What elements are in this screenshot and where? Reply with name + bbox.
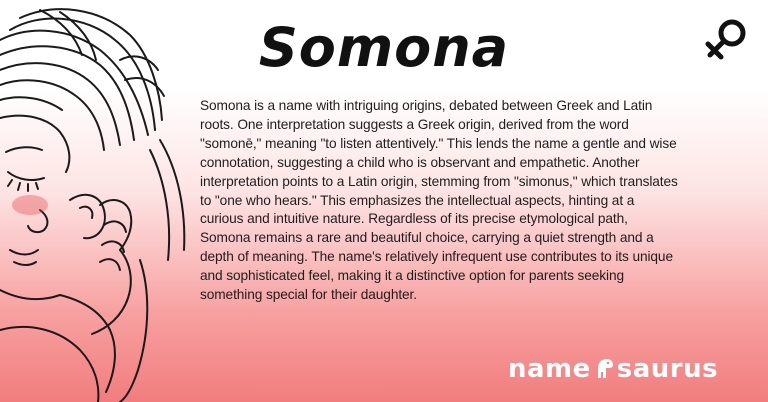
female-symbol-icon xyxy=(704,16,750,62)
logo-prefix: name xyxy=(508,354,591,384)
dinosaur-icon xyxy=(592,356,616,380)
name-description: Somona is a name with intriguing origins, debated between Greek and Latin roots. One interpretation suggests a Greek origin, derived from the word "somonē," meaning "to listen attentively." This lends the name a gentle and wise connotation, suggesting a child who is observant and empathetic. Another interpretation points to a Latin origin, stemming from "simonus," which translates to "one who hears." This emphasizes the intellectual aspects, hinting at a curious and intuitive nature. Regardless of its precise etymological path, Somona remains a rare and beautiful choice, carrying a quiet strength and a depth of meaning. The name's relatively infrequent use contributes to its unique and sophisticated feel, making it a distinctive option for parents seeking something special for their daughter. xyxy=(200,98,678,303)
logo-suffix: saurus xyxy=(616,354,719,384)
namesaurus-logo xyxy=(508,356,718,382)
name-title: Somona xyxy=(258,16,510,79)
